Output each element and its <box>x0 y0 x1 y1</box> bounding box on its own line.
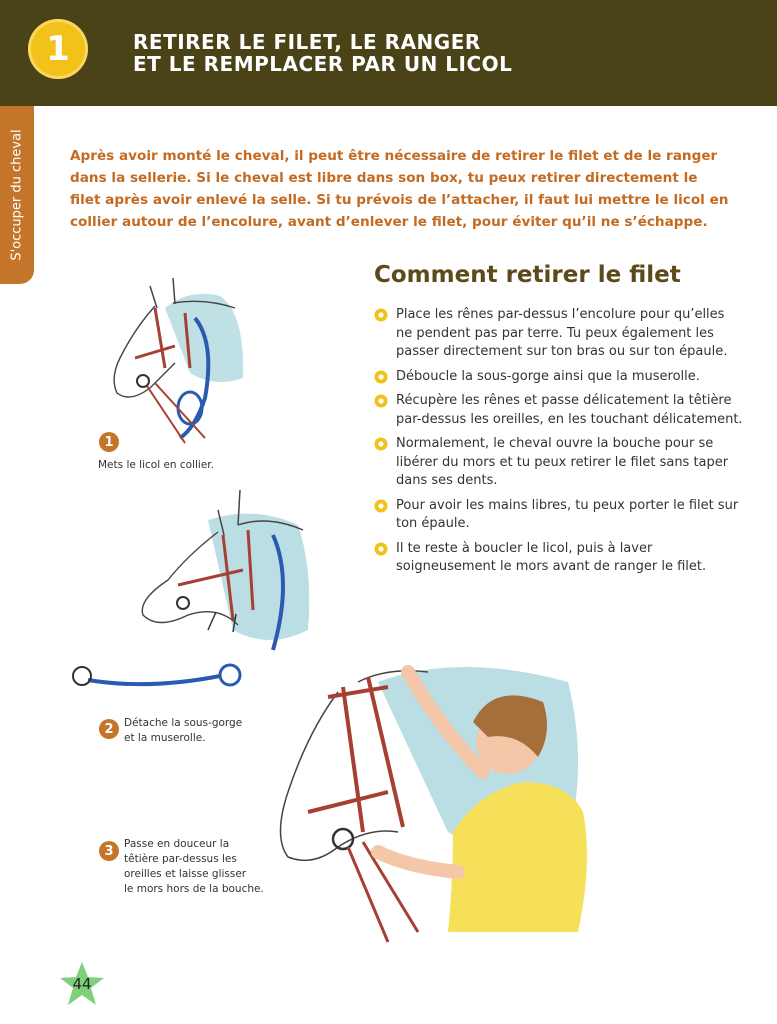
steps-list <box>374 306 744 583</box>
step-text: Il te reste à boucler le licol, puis à laver soigneusement le mors avant de ranger le filet. <box>396 540 707 574</box>
step-item <box>374 435 744 491</box>
step-item <box>374 306 744 362</box>
horse-head-illustration-1 <box>95 268 265 453</box>
illustration-3-caption-line: Passe en douceur la <box>124 838 230 850</box>
chapter-title-line-2: ET LE REMPLACER PAR UN LICOL <box>133 52 513 76</box>
flower-bullet-icon <box>374 308 388 322</box>
illustration-3-number: 3 <box>99 841 119 861</box>
illustration-1-caption: Mets le licol en collier. <box>98 459 214 471</box>
chapter-number-badge: 1 <box>28 19 88 79</box>
illustration-2-caption <box>124 716 242 746</box>
chapter-title-line-1: RETIRER LE FILET, LE RANGER <box>133 30 481 54</box>
illustration-3-caption <box>124 837 264 897</box>
illustration-2-number: 2 <box>99 719 119 739</box>
illustration-3-caption-line: têtière par-dessus les <box>124 853 237 865</box>
child-removing-bridle-illustration <box>268 642 608 947</box>
illustration-1-number: 1 <box>99 432 119 452</box>
step-item <box>374 497 744 534</box>
chapter-title <box>133 31 512 75</box>
flower-bullet-icon <box>374 499 388 513</box>
flower-bullet-icon <box>374 437 388 451</box>
flower-bullet-icon <box>374 370 388 384</box>
step-item <box>374 540 744 577</box>
illustration-3-caption-line: le mors hors de la bouche. <box>124 883 264 895</box>
section-side-tab-label: S'occuper du cheval <box>9 129 25 261</box>
flower-bullet-icon <box>374 542 388 556</box>
flower-bullet-icon <box>374 394 388 408</box>
illustration-2-caption-line: et la muserolle. <box>124 732 206 744</box>
illustration-3-caption-line: oreilles et laisse glisser <box>124 868 247 880</box>
section-heading: Comment retirer le filet <box>374 262 681 288</box>
illustration-2-caption-line: Détache la sous-gorge <box>124 717 243 729</box>
page-number: 44 <box>72 975 92 993</box>
step-text: Place les rênes par-dessus l’encolure pour qu’elles ne pendent pas par terre. Tu peux également les passer directement sur ton bras ou sur ton épaule. <box>396 307 728 359</box>
step-text: Récupère les rênes et passe délicatement la têtière par-dessus les oreilles, en les touchant délicatement. <box>396 393 743 427</box>
step-item <box>374 368 744 387</box>
step-text: Pour avoir les mains libres, tu peux porter le filet sur ton épaule. <box>396 497 739 531</box>
page-header <box>0 0 777 106</box>
step-text: Déboucle la sous-gorge ainsi que la muserolle. <box>396 368 700 384</box>
intro-paragraph: Après avoir monté le cheval, il peut être nécessaire de retirer le filet et de le ranger dans la sellerie. Si le cheval est libre dans son box, tu peux retirer directement le filet après avoir enlevé la selle. Si tu prévois de l’attacher, il faut lui mettre le licol en collier autour de l’encolure, avant d’enlever le filet, pour éviter qu’il ne s’échappe. <box>70 148 729 230</box>
step-text: Normalement, le cheval ouvre la bouche pour se libérer du mors et tu peux retirer le filet sans taper dans ses dents. <box>396 436 729 488</box>
step-item <box>374 392 744 429</box>
